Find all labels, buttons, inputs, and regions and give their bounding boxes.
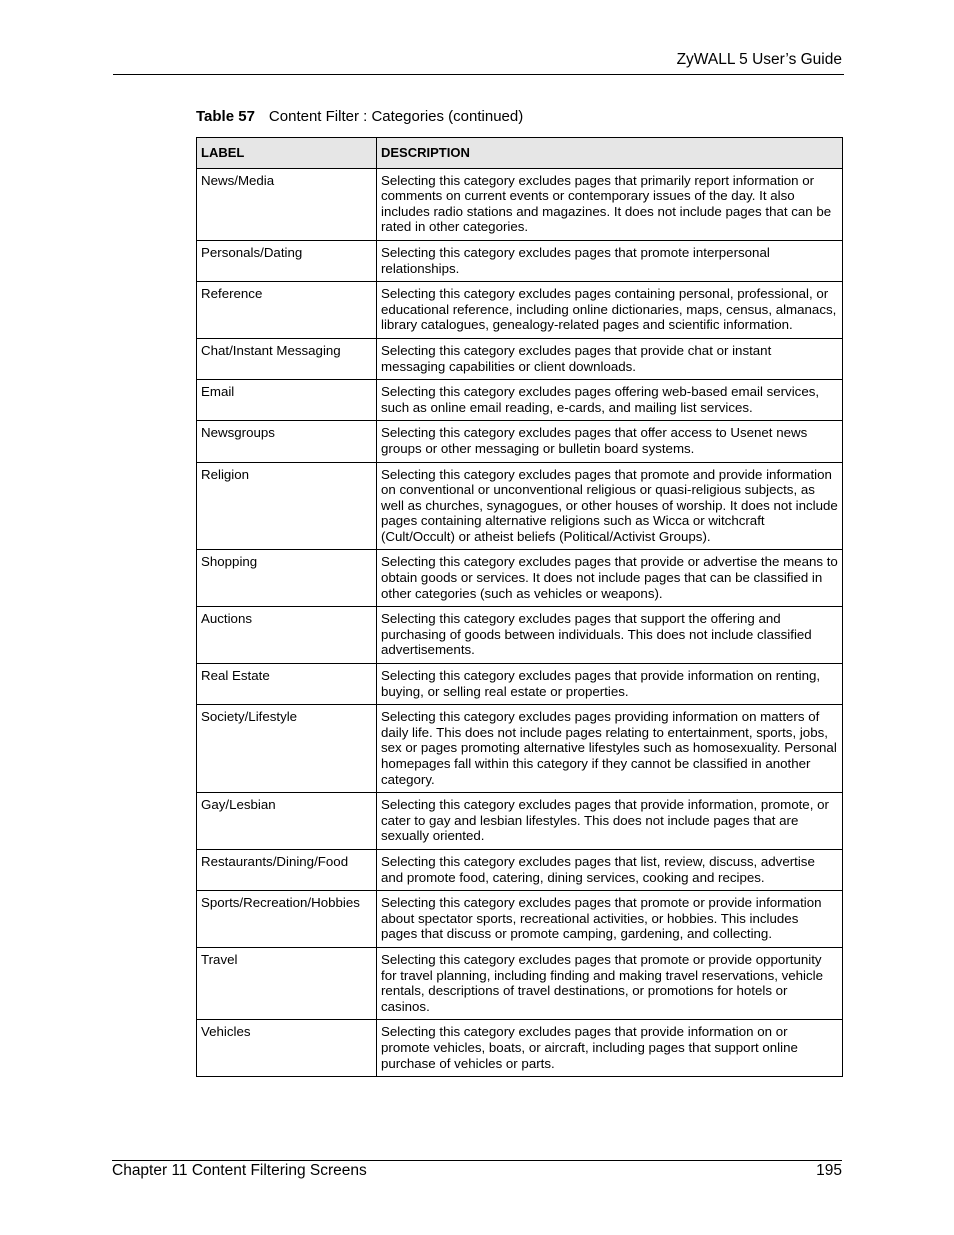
footer-divider (112, 1160, 842, 1161)
row-description: Selecting this category excludes pages that list, review, discuss, advertise and promote food, catering, dining services, cooking and recipes. (377, 849, 843, 890)
row-description: Selecting this category excludes pages that promote interpersonal relationships. (377, 240, 843, 281)
table-row (197, 240, 843, 281)
table-header-row (197, 138, 843, 169)
row-description: Selecting this category excludes pages that provide information on or promote vehicles, boats, or aircraft, including pages that support online purchase of vehicles or parts. (377, 1020, 843, 1077)
table-row (197, 891, 843, 948)
table-caption-number: Table 57 (196, 108, 255, 125)
row-description: Selecting this category excludes pages that primarily report information or comments on current events or contemporary issues of the day. It also includes radio stations and magazines. It does not include pages that can be rated in other categories. (377, 168, 843, 240)
table-caption (196, 108, 523, 125)
table-row (197, 462, 843, 550)
table-row (197, 168, 843, 240)
row-description: Selecting this category excludes pages that offer access to Usenet news groups or other messaging or bulletin board systems. (377, 421, 843, 462)
row-description: Selecting this category excludes pages that support the offering and purchasing of goods between individuals. This does not include classified advertisements. (377, 607, 843, 664)
row-description: Selecting this category excludes pages providing information on matters of daily life. This does not include pages relating to entertainment, sports, jobs, sex or pages promoting alternative lifestyles such as homosexuality. Personal homepages fall within this category if they cannot be classified in another category. (377, 705, 843, 793)
row-label: Vehicles (197, 1020, 377, 1077)
table-row (197, 705, 843, 793)
table-caption-title: Content Filter : Categories (continued) (268, 108, 524, 125)
row-description: Selecting this category excludes pages that promote or provide information about spectator sports, recreational activities, or hobbies. This includes pages that discuss or promote camping, gardening, and collecting. (377, 891, 843, 948)
row-description: Selecting this category excludes pages that promote or provide opportunity for travel planning, including finding and making travel reservations, vehicle rentals, descriptions of travel destinations, or promotions for hotels or casinos. (377, 947, 843, 1019)
row-label: Religion (197, 462, 377, 550)
row-label: Gay/Lesbian (197, 793, 377, 850)
row-description: Selecting this category excludes pages that provide information, promote, or cater to gay and lesbian lifestyles. This does not include pages that are sexually oriented. (377, 793, 843, 850)
row-description: Selecting this category excludes pages offering web-based email services, such as online email reading, e-cards, and mailing list services. (377, 380, 843, 421)
row-label: Email (197, 380, 377, 421)
row-label: Shopping (197, 550, 377, 607)
column-header-label: LABEL (197, 138, 377, 169)
header-divider (113, 74, 844, 75)
row-description: Selecting this category excludes pages containing personal, professional, or educational reference, including online dictionaries, maps, census, almanacs, library catalogues, genealogy-related pages and scientific information. (377, 282, 843, 339)
row-label: Personals/Dating (197, 240, 377, 281)
row-label: Restaurants/Dining/Food (197, 849, 377, 890)
table-row (197, 338, 843, 379)
table-row (197, 550, 843, 607)
row-description: Selecting this category excludes pages that provide or advertise the means to obtain goods or services. It does not include pages that can be classified in other categories (such as vehicles or weapons). (377, 550, 843, 607)
row-label: Auctions (197, 607, 377, 664)
row-description: Selecting this category excludes pages that promote and provide information on conventional or unconventional religious or quasi-religious subjects, as well as churches, synagogues, or other houses of worship. It does not include pages containing alternative religions such as Wicca or witchcraft (Cult/Occult) or atheist beliefs (Political/Activist Groups). (377, 462, 843, 550)
running-header-title: ZyWALL 5 User’s Guide (676, 51, 842, 68)
row-label: Travel (197, 947, 377, 1019)
table-row (197, 664, 843, 705)
row-description: Selecting this category excludes pages that provide chat or instant messaging capabilities or client downloads. (377, 338, 843, 379)
table-row (197, 1020, 843, 1077)
table-row (197, 380, 843, 421)
row-label: Newsgroups (197, 421, 377, 462)
row-label: Reference (197, 282, 377, 339)
row-label: Chat/Instant Messaging (197, 338, 377, 379)
categories-table (196, 137, 843, 1077)
row-label: Sports/Recreation/Hobbies (197, 891, 377, 948)
table-row (197, 282, 843, 339)
row-label: Real Estate (197, 664, 377, 705)
table-row (197, 849, 843, 890)
row-label: Society/Lifestyle (197, 705, 377, 793)
footer-page-number: 195 (816, 1162, 842, 1179)
column-header-description: DESCRIPTION (377, 138, 843, 169)
footer-chapter-title: Chapter 11 Content Filtering Screens (112, 1162, 367, 1179)
table-row (197, 793, 843, 850)
table-row (197, 421, 843, 462)
table-row (197, 947, 843, 1019)
row-label: News/Media (197, 168, 377, 240)
row-description: Selecting this category excludes pages that provide information on renting, buying, or selling real estate or properties. (377, 664, 843, 705)
table-row (197, 607, 843, 664)
